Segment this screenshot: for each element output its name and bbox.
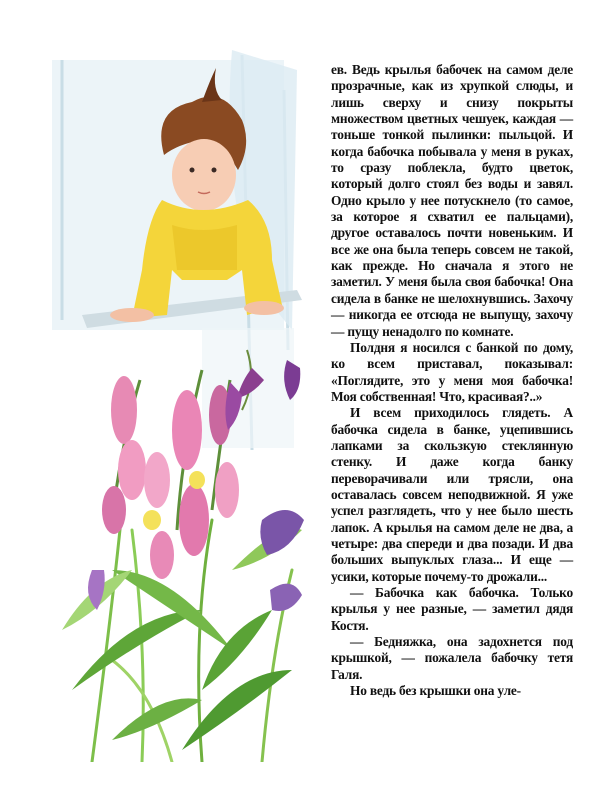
paragraph-1: ев. Ведь крылья бабочек на самом деле прозрачные, как из хрупкой слюды, и лишь сверху и снизу покрыты множеством цветных чешуек, каждая — тоньше тонкой пылинки: пыльцой. И когда бабочка побывала у меня в руках, то сразу поблекла, будто цветок, который долго стоял без воды и завял. Одно крыло у нее потускнело (то самое, за которое я схватил ее пальцами), другое оставалось почти новеньким. И все же она была теперь совсем не такой, как прежде. Но сначала я этого не заметил. У меня была своя бабочка! Она сидела в банке не шелохнувшись. Захочу — никогда ее отсюда не выпущу, захочу — пущу ненадолго по комнате. — [331, 62, 573, 339]
paragraph-3: И всем приходилось глядеть. А бабочка сидела в банке, уцепившись лапками за скользкую стеклянную стенку. И даже когда банку переворачивали или трясли, она оставалась совсем неподвижной. Я уже успел разглядеть, что у нее было шесть лапок. А крылья на самом деле не два, а четыре: два спереди и два позади. И два больших выпуклых глаза... И еще — усики, которые почему-то дрожали... — [331, 405, 573, 584]
boy-and-lupine-illustration — [52, 50, 310, 762]
lupine-flowers — [102, 370, 239, 579]
paragraph-2: Полдня я носился с банкой по дому, ко всем приставал, показывал: «Поглядите, это у меня моя бабочка! Моя собственная! Что, красивая?..» — [331, 339, 573, 404]
boy-face — [172, 139, 236, 211]
paragraph-6: Но ведь без крышки она уле- — [350, 683, 521, 699]
boy-eye-right — [212, 168, 217, 173]
paragraph-5: — Бедняжка, она задохнется под крышкой, — пожалела бабочку тетя Галя. — [331, 634, 573, 682]
boy-eye-left — [190, 168, 195, 173]
shirt-shadow — [172, 225, 237, 270]
paragraph-4: — Бабочка как бабочка. Только крылья у нее разные, — заметил дядя Костя. — [331, 585, 573, 633]
boy-hand-right — [244, 301, 284, 315]
story-text-column — [331, 62, 573, 699]
boy-hand-left — [110, 308, 154, 322]
